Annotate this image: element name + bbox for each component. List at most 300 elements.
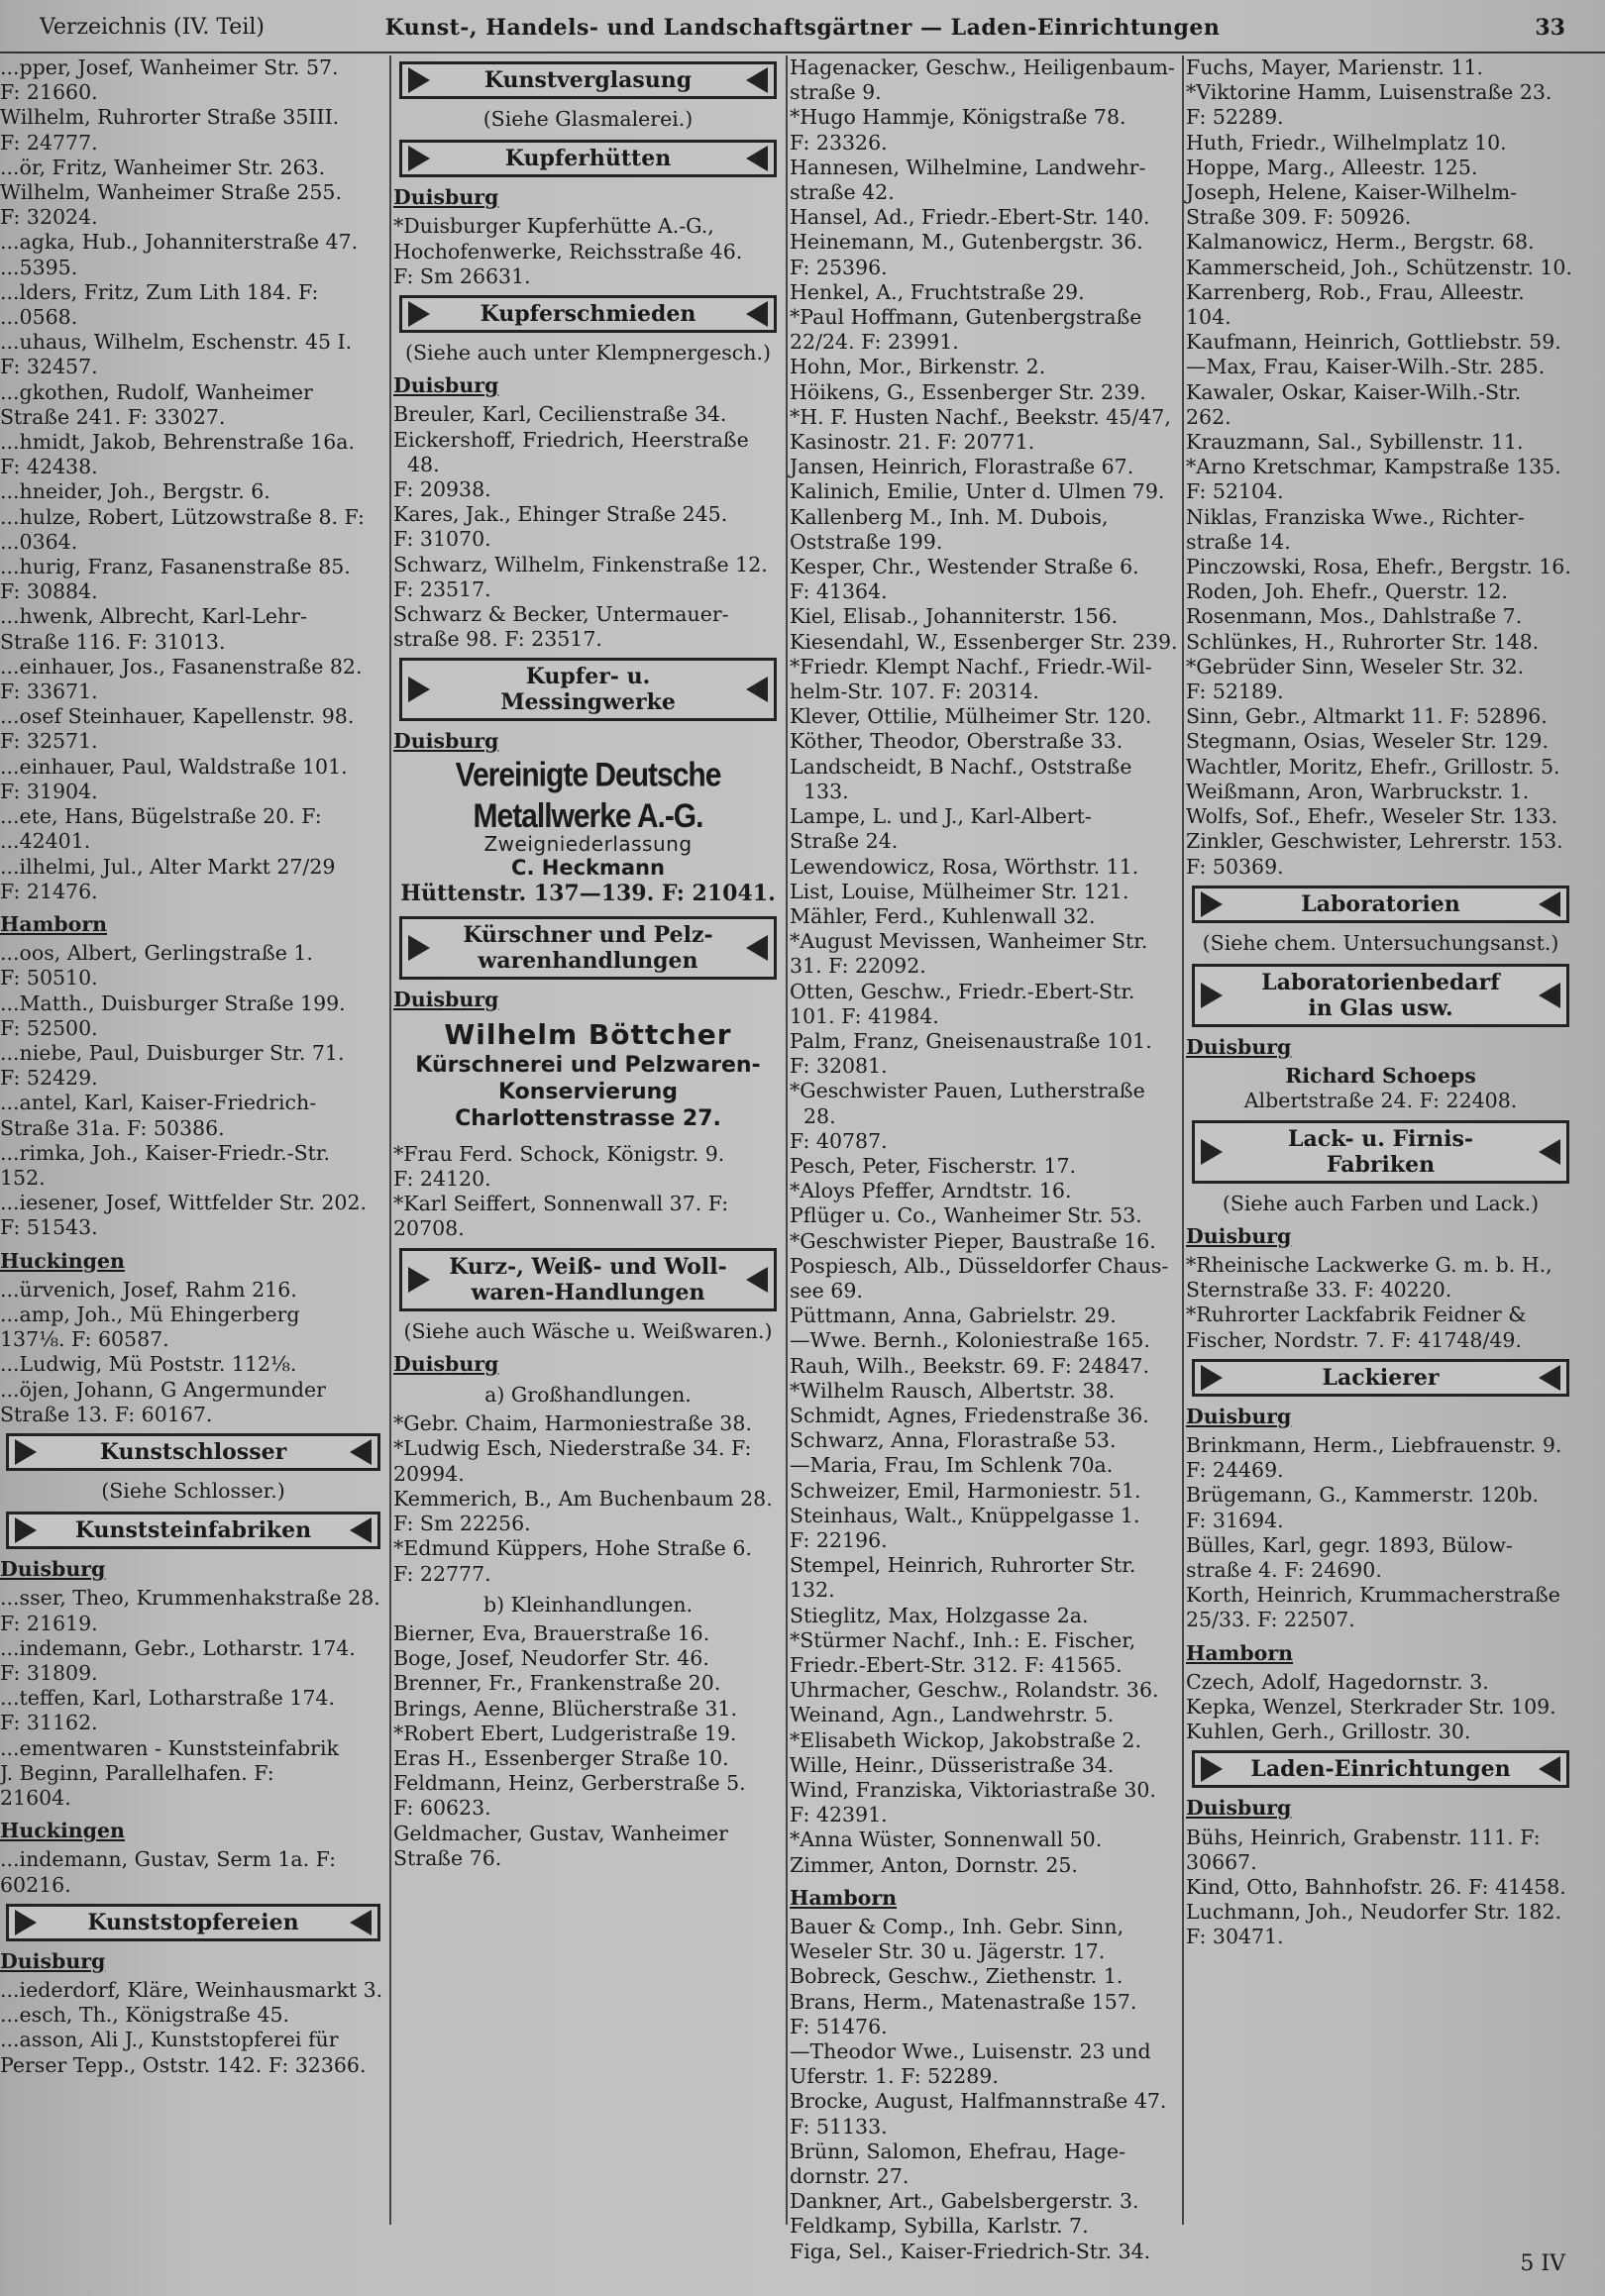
ad-line: C. Heckmann — [511, 855, 665, 880]
directory-entry: ...hneider, Joh., Bergstr. 6. — [0, 479, 270, 504]
directory-entry: ...ör, Fritz, Wanheimer Str. 263. — [0, 155, 326, 179]
directory-entry: F: 30471. — [1186, 1925, 1284, 1949]
column-divider — [389, 55, 391, 2225]
directory-entry: ...ürvenich, Josef, Rahm 216. — [0, 1277, 297, 1302]
footer-signature: 5 IV — [1520, 2251, 1565, 2276]
city-heading: Hamborn — [790, 1885, 898, 1910]
directory-entry: F: 42391. — [790, 1803, 888, 1827]
directory-entry: Fischer, Nordstr. 7. F: 41748/49. — [1186, 1327, 1522, 1352]
directory-entry: 20708. — [393, 1216, 465, 1241]
directory-entry: *August Mevissen, Wanheimer Str. — [790, 929, 1148, 954]
directory-entry: ...ete, Hans, Bügelstraße 20. F: — [0, 804, 322, 829]
directory-entry: Schmidt, Agnes, Friedenstraße 36. — [790, 1403, 1149, 1427]
directory-entry: Weinand, Agn., Landwehrstr. 5. — [790, 1703, 1115, 1727]
directory-entry: *Friedr. Klempt Nachf., Friedr.-Wil- — [790, 654, 1152, 678]
directory-entry: 31. F: 22092. — [790, 954, 926, 979]
directory-entry: ...iederdorf, Kläre, Weinhausmarkt 3. — [0, 1978, 383, 2003]
directory-entry: Straße 13. F: 60167. — [0, 1402, 213, 1426]
directory-entry: helm-Str. 107. F: 20314. — [790, 679, 1039, 704]
directory-entry: Bülles, Karl, gegr. 1893, Bülow- — [1186, 1532, 1513, 1557]
city-heading: Duisburg — [393, 987, 499, 1011]
directory-entry: ...uhaus, Wilhelm, Eschenstr. 45 I. — [0, 330, 353, 355]
directory-entry: F: 21476. — [0, 879, 98, 903]
directory-entry: F: 30884. — [0, 579, 98, 604]
directory-entry: Brenner, Fr., Frankenstraße 20. — [393, 1671, 721, 1696]
directory-entry: *Geschwister Pieper, Baustraße 16. — [790, 1228, 1156, 1253]
directory-entry: F: 23326. — [790, 130, 888, 155]
directory-entry: Figa, Sel., Kaiser-Friedrich-Str. 34. — [790, 2239, 1151, 2263]
directory-entry: Mähler, Ferd., Kuhlenwall 32. — [790, 903, 1096, 928]
directory-entry: Hannesen, Wilhelmine, Landwehr- — [790, 155, 1146, 179]
directory-entry: ...hwenk, Albrecht, Karl-Lehr- — [0, 604, 307, 629]
directory-entry: F: 42438. — [0, 455, 98, 479]
directory-entry: *Arno Kretschmar, Kampstraße 135. — [1186, 455, 1561, 479]
ad-address: Hüttenstr. 137—139. F: 21041. — [400, 880, 776, 906]
directory-entry: Wind, Franziska, Viktoriastraße 30. — [790, 1778, 1156, 1803]
directory-entry: Feldmann, Heinz, Gerberstraße 5. — [393, 1771, 746, 1796]
ad-line: Zweigniederlassung — [483, 831, 693, 856]
entry-list — [1186, 1253, 1575, 1353]
city-heading: Duisburg — [1186, 1796, 1292, 1821]
directory-entry: ...osef Steinhauer, Kapellenstr. 98. — [0, 704, 355, 729]
directory-entry: Hochofenwerke, Reichsstraße 46. — [393, 239, 743, 263]
directory-entry: Bühs, Heinrich, Grabenstr. 111. F: — [1186, 1825, 1541, 1849]
directory-entry: Kalinich, Emilie, Unter d. Ulmen 79. — [790, 479, 1165, 504]
directory-entry: F: 52289. — [1186, 105, 1284, 130]
directory-entry: F: 22777. — [393, 1561, 491, 1586]
directory-entry: Korth, Heinrich, Krummacherstraße — [1186, 1583, 1560, 1608]
directory-entry: *Viktorine Hamm, Luisenstraße 23. — [1186, 80, 1552, 105]
city-heading: Duisburg — [393, 185, 499, 210]
directory-entry: 137⅛. F: 60587. — [0, 1327, 169, 1352]
directory-entry: Pesch, Peter, Fischerstr. 17. — [790, 1153, 1077, 1178]
directory-entry: 152. — [0, 1165, 46, 1190]
directory-entry: Brans, Herm., Matenastraße 157. — [790, 1989, 1137, 2014]
running-header — [40, 10, 1565, 46]
section-heading-lackierer: Lackierer — [1192, 1359, 1569, 1397]
directory-entry: Otten, Geschw., Friedr.-Ebert-Str. — [790, 979, 1135, 1003]
directory-entry: Kiel, Elisab., Johanniterstr. 156. — [790, 604, 1119, 629]
directory-entry: Hoppe, Marg., Alleestr. 125. — [1186, 155, 1478, 179]
directory-entry: Kepka, Wenzel, Sterkrader Str. 109. — [1186, 1694, 1556, 1719]
directory-entry: Weseler Str. 30 u. Jägerstr. 17. — [790, 1939, 1106, 1964]
directory-entry: 30667. — [1186, 1849, 1257, 1874]
directory-entry: Jansen, Heinrich, Florastraße 67. — [790, 455, 1134, 479]
directory-entry: ...indemann, Gebr., Lotharstr. 174. — [0, 1635, 356, 1660]
entry-list — [393, 1142, 783, 1242]
directory-entry: Brügemann, G., Kammerstr. 120b. — [1186, 1483, 1540, 1508]
directory-entry: ...0568. — [0, 305, 78, 330]
directory-entry: Landscheidt, B Nachf., Oststraße 133. — [790, 754, 1132, 803]
directory-entry: Kares, Jak., Ehinger Straße 245. — [393, 502, 728, 527]
directory-entry: F: 31162. — [0, 1711, 98, 1735]
advertisement-vdm — [393, 756, 783, 906]
directory-entry: Klever, Ottilie, Mülheimer Str. 120. — [790, 704, 1152, 729]
directory-entry: Schwarz, Wilhelm, Finkenstraße 12. — [393, 552, 768, 576]
entry-list — [790, 55, 1179, 1878]
entry-list — [1186, 1670, 1575, 1745]
directory-entry: Krauzmann, Sal., Sybillenstr. 11. — [1186, 430, 1524, 455]
directory-entry: ...öjen, Johann, G Angermunder — [0, 1377, 326, 1402]
entry-list — [0, 1278, 386, 1427]
directory-entry: Kasinostr. 21. F: 20771. — [790, 430, 1035, 455]
directory-entry: Wachtler, Moritz, Ehefr., Grillostr. 5. — [1186, 754, 1560, 779]
directory-entry: 21604. — [0, 1786, 71, 1810]
directory-entry: 101. F: 41984. — [790, 1003, 939, 1028]
entry-list — [0, 1586, 386, 1811]
directory-entry: Luchmann, Joh., Neudorfer Str. 182. — [1186, 1900, 1561, 1925]
directory-entry: Kallenberg M., Inh. M. Dubois, — [790, 504, 1109, 529]
directory-entry: *Wilhelm Rausch, Albertstr. 38. — [790, 1378, 1116, 1403]
directory-entry: F: 52429. — [0, 1066, 98, 1091]
directory-entry: Lampe, L. und J., Karl-Albert- — [790, 804, 1092, 829]
directory-entry: *Stürmer Nachf., Inh.: E. Fischer, — [790, 1627, 1136, 1652]
directory-entry: Wolfs, Sof., Ehefr., Weseler Str. 133. — [1186, 804, 1558, 829]
directory-entry: Straße 24. — [790, 829, 899, 854]
directory-entry: ...iesener, Josef, Wittfelder Str. 202. — [0, 1191, 368, 1215]
cross-reference: (Siehe Glasmalerei.) — [482, 107, 694, 131]
directory-entry: Kalmanowicz, Herm., Bergstr. 68. — [1186, 230, 1535, 255]
directory-entry: Straße 116. F: 31013. — [0, 629, 226, 654]
column-2 — [393, 55, 783, 2244]
directory-entry: ...antel, Karl, Kaiser-Friedrich- — [0, 1091, 317, 1115]
directory-entry: Brocke, August, Halfmannstraße 47. — [790, 2089, 1167, 2114]
directory-entry: Karrenberg, Rob., Frau, Alleestr. — [1186, 279, 1525, 304]
directory-entry: *Aloys Pfeffer, Arndtstr. 16. — [790, 1179, 1072, 1203]
directory-entry: Brinkmann, Herm., Liebfrauenstr. 9. — [1186, 1432, 1562, 1457]
directory-entry: F: 60623. — [393, 1796, 491, 1821]
directory-entry: F: 20938. — [393, 477, 491, 502]
directory-entry: *Geschwister Pauen, Lutherstraße 28. — [790, 1079, 1145, 1128]
directory-entry: Feldkamp, Sybilla, Karlstr. 7. — [790, 2214, 1089, 2239]
directory-entry: ...agka, Hub., Johanniterstraße 47. — [0, 230, 359, 255]
directory-entry: F: 32024. — [0, 205, 98, 230]
directory-entry: Schweizer, Emil, Harmoniestr. 51. — [790, 1478, 1141, 1503]
directory-entry: List, Louise, Mülheimer Str. 121. — [790, 879, 1129, 903]
directory-entry: Dankner, Art., Gabelsbergerstr. 3. — [790, 2189, 1139, 2214]
directory-entry: Stempel, Heinrich, Ruhrorter Str. — [790, 1553, 1136, 1578]
entry-list — [393, 1411, 783, 1586]
header-title: Kunst-, Handels- und Landschaftsgärtner — Laden-Einrichtungen — [384, 15, 1221, 41]
directory-entry: ...einhauer, Paul, Waldstraße 101. — [0, 754, 348, 779]
directory-entry: straße 14. — [1186, 529, 1291, 554]
directory-entry: ...teffen, Karl, Lotharstraße 174. — [0, 1686, 335, 1711]
directory-entry: Perser Tepp., Oststr. 142. F: 32366. — [0, 2052, 367, 2077]
directory-entry: Püttmann, Anna, Gabrielstr. 29. — [790, 1304, 1117, 1328]
directory-entry: straße 9. — [790, 80, 882, 105]
directory-entry: Kiesendahl, W., Essenberger Str. 239. — [790, 629, 1178, 654]
city-heading: Duisburg — [0, 1557, 106, 1582]
directory-entry: *Paul Hoffmann, Gutenbergstraße — [790, 305, 1142, 330]
directory-entry: F: 24469. — [1186, 1458, 1284, 1483]
ad-company-name: Vereinigte Deutsche Metallwerke A.-G. — [455, 756, 721, 835]
directory-entry: *Elisabeth Wickop, Jakobstraße 2. — [790, 1727, 1141, 1752]
directory-entry: —Wwe. Bernh., Koloniestraße 165. — [790, 1328, 1150, 1353]
directory-entry: Straße 241. F: 33027. — [0, 404, 226, 429]
directory-entry: 25/33. F: 22507. — [1186, 1608, 1355, 1632]
directory-entry: ...gkothen, Rudolf, Wanheimer — [0, 379, 313, 404]
directory-entry: *Gebrüder Sinn, Weseler Str. 32. — [1186, 654, 1525, 678]
directory-entry: *Anna Wüster, Sonnenwall 50. — [790, 1827, 1103, 1852]
directory-entry: ...hmidt, Jakob, Behrenstraße 16a. — [0, 430, 355, 455]
entry-list — [0, 1978, 386, 2078]
directory-entry: F: 51133. — [790, 2114, 888, 2139]
directory-entry: Joseph, Helene, Kaiser-Wilhelm- — [1186, 180, 1518, 205]
city-heading: Huckingen — [0, 1248, 125, 1273]
section-heading-kuerschner: Kürschner und Pelz- warenhandlungen — [399, 916, 777, 980]
directory-entry: Bauer & Comp., Inh. Gebr. Sinn, — [790, 1915, 1124, 1939]
directory-entry: Boge, Josef, Neudorfer Str. 46. — [393, 1646, 709, 1671]
directory-entry: J. Beginn, Parallelhafen. F: — [0, 1760, 274, 1785]
directory-entry: ...ilhelmi, Jul., Alter Markt 27/29 — [0, 854, 336, 879]
directory-entry: *Ludwig Esch, Niederstraße 34. F: — [393, 1436, 752, 1461]
directory-entry: Henkel, A., Fruchtstraße 29. — [790, 279, 1085, 304]
directory-entry: ...5395. — [0, 255, 78, 279]
directory-entry: F: 50369. — [1186, 854, 1284, 879]
entry-list — [1186, 55, 1575, 880]
ad-line: Konservierung — [497, 1079, 679, 1104]
directory-entry: Lewendowicz, Rosa, Wörthstr. 11. — [790, 854, 1139, 879]
directory-entry: F: 31694. — [1186, 1508, 1284, 1532]
directory-entry: ...sser, Theo, Krummenhakstraße 28. — [0, 1586, 380, 1611]
cross-reference: (Siehe auch Wäsche u. Weißwaren.) — [403, 1318, 773, 1343]
directory-entry: Huth, Friedr., Wilhelmplatz 10. — [1186, 130, 1507, 155]
directory-entry: Pinczowski, Rosa, Ehefr., Bergstr. 16. — [1186, 555, 1571, 579]
directory-entry: Wilhelm, Ruhrorter Straße 35III. — [0, 105, 340, 130]
column-3 — [790, 55, 1179, 2263]
directory-entry: Brünn, Salomon, Ehefrau, Hage- — [790, 2139, 1126, 2163]
directory-entry: Höikens, G., Essenberger Str. 239. — [790, 379, 1146, 404]
directory-entry: *Rheinische Lackwerke G. m. b. H., — [1186, 1252, 1552, 1277]
directory-entry: Kuhlen, Gerh., Grillostr. 30. — [1186, 1720, 1471, 1744]
directory-entry: F: 21619. — [0, 1611, 98, 1635]
entry-list — [1186, 1826, 1575, 1950]
directory-entry: *Gebr. Chaim, Harmoniestraße 38. — [393, 1411, 752, 1436]
directory-entry: F: 33671. — [0, 679, 98, 704]
directory-entry: Pflüger u. Co., Wanheimer Str. 53. — [790, 1203, 1142, 1228]
directory-entry: F: 23517. — [393, 576, 491, 601]
directory-entry: F: 31809. — [0, 1660, 98, 1685]
directory-entry: ...hurig, Franz, Fasanenstraße 85. — [0, 555, 351, 579]
city-heading: Duisburg — [0, 1948, 106, 1973]
directory-entry: *Karl Seiffert, Sonnenwall 37. F: — [393, 1192, 729, 1216]
entry-list — [0, 55, 386, 904]
subheading: a) Großhandlungen. — [484, 1383, 692, 1408]
directory-entry: Uferstr. 1. F: 52289. — [790, 2064, 999, 2089]
directory-entry: *Robert Ebert, Ludgeristraße 19. — [393, 1721, 737, 1745]
directory-entry: Kesper, Chr., Westender Straße 6. — [790, 555, 1139, 579]
directory-entry: Kemmerich, B., Am Buchenbaum 28. — [393, 1486, 773, 1511]
cross-reference: (Siehe auch Farben und Lack.) — [1222, 1191, 1540, 1215]
directory-entry: ...ementwaren - Kunststeinfabrik — [0, 1735, 339, 1760]
directory-entry: Hansel, Ad., Friedr.-Ebert-Str. 140. — [790, 205, 1150, 230]
directory-entry: Hohn, Mor., Birkenstr. 2. — [790, 355, 1046, 379]
section-heading-laborbedarf: Laboratorienbedarf in Glas usw. — [1192, 964, 1569, 1027]
directory-entry: F: 32457. — [0, 355, 98, 379]
directory-entry: Fuchs, Mayer, Marienstr. 11. — [1186, 55, 1484, 79]
header-rule — [0, 52, 1605, 53]
advertiser-name: Richard Schoeps — [1285, 1064, 1476, 1089]
directory-entry: Köther, Theodor, Oberstraße 33. — [790, 729, 1124, 754]
directory-entry: F: 52189. — [1186, 679, 1284, 704]
directory-entry: F: 21660. — [0, 80, 98, 105]
directory-entry: 60216. — [0, 1872, 71, 1897]
directory-entry: F: 25396. — [790, 255, 888, 279]
directory-entry: F: 50510. — [0, 966, 98, 991]
directory-entry: Heinemann, M., Gutenbergstr. 36. — [790, 230, 1143, 255]
directory-entry: Palm, Franz, Gneisenaustraße 101. — [790, 1028, 1152, 1053]
directory-entry: Uhrmacher, Geschw., Rolandstr. 36. — [790, 1678, 1159, 1703]
directory-entry: ...lders, Fritz, Zum Lith 184. F: — [0, 279, 319, 304]
cross-reference: (Siehe auch unter Klempnergesch.) — [405, 341, 771, 365]
directory-entry: Geldmacher, Gustav, Wanheimer — [393, 1821, 728, 1845]
directory-entry: F: 32571. — [0, 729, 98, 754]
directory-entry: F: 31904. — [0, 779, 98, 803]
section-heading-kurzwaren: Kurz-, Weiß- und Woll- waren-Handlungen — [399, 1248, 777, 1311]
section-heading-kunstschlosser: Kunstschlosser — [6, 1433, 380, 1471]
directory-entry: Weißmann, Aron, Warbruckstr. 1. — [1186, 779, 1530, 803]
directory-entry: 262. — [1186, 404, 1231, 429]
directory-entry: ...einhauer, Jos., Fasanenstraße 82. — [0, 654, 363, 678]
directory-entry: Sinn, Gebr., Altmarkt 11. F: 52896. — [1186, 704, 1548, 729]
directory-entry: F: Sm 22256. — [393, 1512, 531, 1536]
directory-entry: —Max, Frau, Kaiser-Wilh.-Str. 285. — [1186, 355, 1546, 379]
section-heading-messingwerke: Kupfer- u. Messingwerke — [399, 658, 777, 721]
directory-entry: Czech, Adolf, Hagedornstr. 3. — [1186, 1669, 1489, 1694]
subheading: b) Kleinhandlungen. — [482, 1592, 694, 1617]
directory-entry: 132. — [790, 1578, 835, 1603]
directory-entry: straße 4. F: 24690. — [1186, 1557, 1382, 1582]
directory-entry: Kaufmann, Heinrich, Gottliebstr. 59. — [1186, 330, 1561, 355]
header-left: Verzeichnis (IV. Teil) — [40, 15, 265, 40]
directory-entry: ...oos, Albert, Gerlingstraße 1. — [0, 941, 313, 966]
directory-entry: Schwarz & Becker, Untermauer- — [393, 602, 729, 627]
city-heading: Duisburg — [1186, 1034, 1292, 1059]
directory-entry: see 69. — [790, 1278, 863, 1303]
directory-entry: Friedr.-Ebert-Str. 312. F: 41565. — [790, 1653, 1123, 1677]
directory-entry: Straße 31a. F: 50386. — [0, 1115, 225, 1140]
section-heading-kunstverglasung: Kunstverglasung — [399, 61, 777, 99]
advertisement-boettcher — [393, 1018, 783, 1132]
directory-entry: ...pper, Josef, Wanheimer Str. 57. — [0, 55, 339, 79]
directory-entry: F: 51543. — [0, 1215, 98, 1240]
directory-entry: Hagenacker, Geschw., Heiligenbaum- — [790, 55, 1175, 79]
section-heading-kupferhuetten: Kupferhütten — [399, 140, 777, 177]
directory-entry: F: 41364. — [790, 579, 888, 604]
directory-entry: —Maria, Frau, Im Schlenk 70a. — [790, 1453, 1114, 1478]
entry-list — [0, 941, 386, 1240]
directory-entry: Wilhelm, Wanheimer Straße 255. — [0, 180, 342, 205]
directory-entry: *Edmund Küppers, Hohe Straße 6. — [393, 1536, 752, 1561]
directory-entry: *Duisburger Kupferhütte A.-G., — [393, 214, 714, 239]
cross-reference: (Siehe chem. Untersuchungsanst.) — [1202, 930, 1559, 955]
directory-entry: Roden, Joh. Ehefr., Querstr. 12. — [1186, 579, 1508, 604]
city-heading: Hamborn — [1186, 1640, 1294, 1665]
column-1 — [0, 55, 386, 2244]
directory-entry: Eickershoff, Friedrich, Heerstraße 48. — [393, 427, 749, 476]
directory-entry: ...indemann, Gustav, Serm 1a. F: — [0, 1847, 337, 1872]
directory-entry: F: 51476. — [790, 2014, 888, 2038]
directory-entry: Rosenmann, Mos., Dahlstraße 7. — [1186, 604, 1523, 629]
directory-entry: *Frau Ferd. Schock, Königstr. 9. — [393, 1141, 725, 1166]
directory-entry: F: 22196. — [790, 1527, 888, 1552]
section-heading-kupferschmieden: Kupferschmieden — [399, 295, 777, 333]
entry-list — [393, 1621, 783, 1871]
entry-list — [393, 402, 783, 652]
section-heading-kunststopfereien: Kunststopfereien — [6, 1904, 380, 1941]
directory-entry: Kawaler, Oskar, Kaiser-Wilh.-Str. — [1186, 379, 1522, 404]
directory-entry: Straße 309. F: 50926. — [1186, 205, 1412, 230]
directory-entry: —Theodor Wwe., Luisenstr. 23 und — [790, 2039, 1151, 2064]
column-divider — [786, 55, 788, 2225]
directory-entry: Niklas, Franziska Wwe., Richter- — [1186, 504, 1525, 529]
column-4 — [1186, 55, 1575, 2244]
directory-entry: ...Matth., Duisburger Straße 199. — [0, 991, 346, 1015]
directory-entry: ...0364. — [0, 529, 78, 554]
city-heading: Duisburg — [393, 1351, 499, 1376]
section-heading-kunststeinfabriken: Kunststeinfabriken — [6, 1512, 380, 1549]
city-heading: Huckingen — [0, 1819, 125, 1843]
directory-entry: Kammerscheid, Joh., Schützenstr. 10. — [1186, 255, 1572, 279]
directory-entry: ...niebe, Paul, Duisburger Str. 71. — [0, 1040, 345, 1065]
directory-entry: ...amp, Joh., Mü Ehingerberg — [0, 1302, 300, 1326]
directory-entry: F: 52500. — [0, 1015, 98, 1040]
directory-entry: Zimmer, Anton, Dornstr. 25. — [790, 1852, 1078, 1877]
directory-entry: dornstr. 27. — [790, 2164, 910, 2189]
directory-entry: Brings, Aenne, Blücherstraße 31. — [393, 1696, 737, 1721]
directory-entry: Zinkler, Geschwister, Lehrerstr. 153. — [1186, 829, 1563, 854]
directory-entry: straße 98. F: 23517. — [393, 627, 602, 652]
advertiser-address: Albertstraße 24. F: 22408. — [1243, 1089, 1518, 1113]
ad-line: Kürschnerei und Pelzwaren- — [415, 1052, 761, 1078]
directory-entry: Straße 76. — [393, 1845, 502, 1870]
directory-entry: straße 42. — [790, 180, 895, 205]
section-heading-laboratorien: Laboratorien — [1192, 886, 1569, 923]
directory-entry: Sternstraße 33. F: 40220. — [1186, 1278, 1452, 1303]
directory-entry: Stieglitz, Max, Holzgasse 2a. — [790, 1603, 1089, 1627]
directory-entry: Bierner, Eva, Brauerstraße 16. — [393, 1620, 710, 1645]
directory-entry: 22/24. F: 23991. — [790, 330, 959, 355]
directory-entry: Oststraße 199. — [790, 529, 943, 554]
directory-entry: *Hugo Hammje, Königstraße 78. — [790, 105, 1126, 130]
directory-entry: ...asson, Ali J., Kunststopferei für — [0, 2028, 339, 2052]
directory-entry: F: 24120. — [393, 1167, 491, 1192]
column-divider — [1182, 55, 1184, 2225]
directory-entry: Kind, Otto, Bahnhofstr. 26. F: 41458. — [1186, 1874, 1566, 1899]
entry-list — [0, 1847, 386, 1897]
directory-entry: 104. — [1186, 305, 1231, 330]
directory-entry: Schwarz, Anna, Florastraße 53. — [790, 1428, 1117, 1453]
directory-entry: *H. F. Husten Nachf., Beekstr. 45/47, — [790, 404, 1171, 429]
city-heading: Duisburg — [1186, 1223, 1292, 1248]
directory-entry: F: 40787. — [790, 1128, 888, 1153]
entry-list — [790, 1915, 1179, 2264]
city-heading: Duisburg — [393, 373, 499, 398]
directory-entry: Schlünkes, H., Ruhrorter Str. 148. — [1186, 629, 1540, 654]
directory-entry: Pospiesch, Alb., Düsseldorfer Chaus- — [790, 1253, 1169, 1278]
ad-address: Charlottenstrasse 27. — [455, 1105, 721, 1131]
directory-entry: *Ruhrorter Lackfabrik Feidner & — [1186, 1303, 1527, 1327]
page-number: 33 — [1535, 15, 1565, 41]
directory-entry: 20994. — [393, 1461, 465, 1486]
city-heading: Hamborn — [0, 911, 108, 936]
directory-entry: F: 52104. — [1186, 479, 1284, 504]
directory-entry: ...42401. — [0, 829, 91, 854]
directory-entry: ...Ludwig, Mü Poststr. 112⅛. — [0, 1352, 297, 1377]
city-heading: Duisburg — [393, 729, 499, 754]
directory-entry: F: 24777. — [0, 130, 98, 155]
entry-list — [393, 214, 783, 289]
